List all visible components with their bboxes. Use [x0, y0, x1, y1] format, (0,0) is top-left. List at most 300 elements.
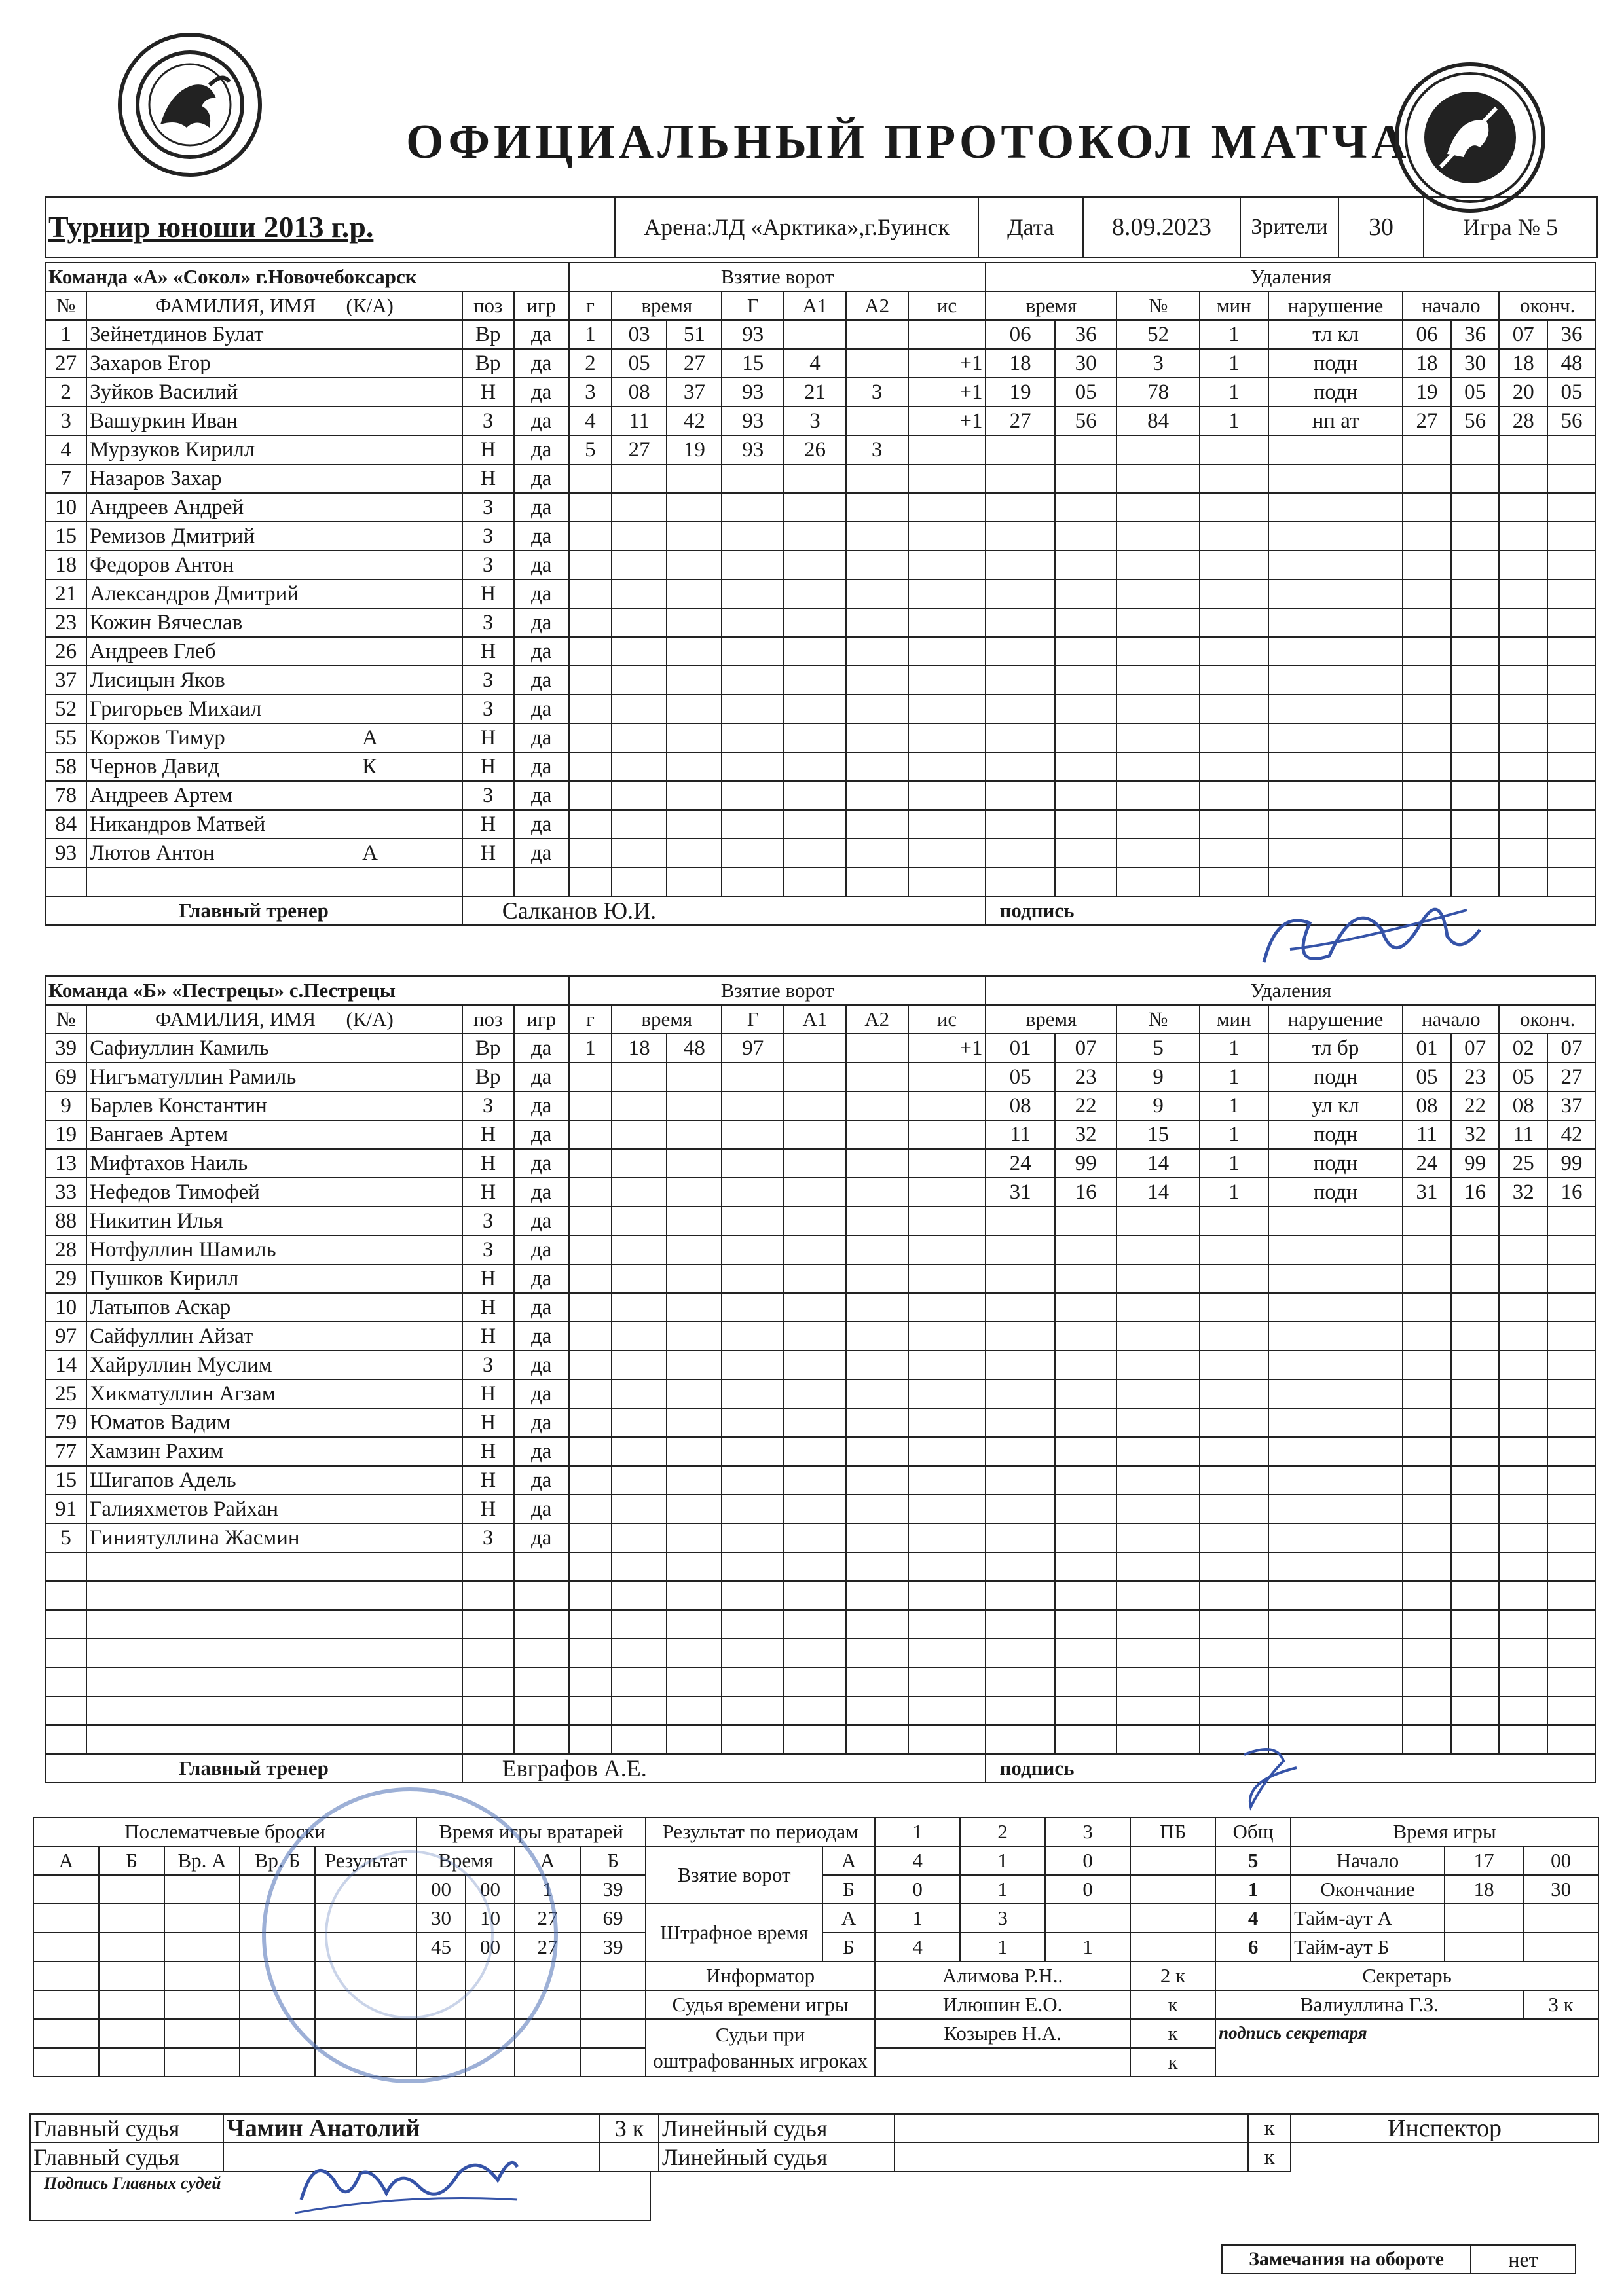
player-position: Н	[462, 723, 514, 752]
pim-b-p2: 1	[960, 1933, 1045, 1961]
player-number: 10	[45, 493, 86, 522]
goal-second	[667, 1523, 722, 1552]
shootout-col-result: Результат	[315, 1846, 416, 1875]
penalty-end-sec: 99	[1547, 1149, 1596, 1178]
player-role: А	[362, 726, 378, 750]
goal-situation	[908, 666, 986, 695]
penalty-infraction	[1268, 839, 1403, 867]
goal-assist-2	[846, 1639, 908, 1667]
penalty-end-sec: 42	[1547, 1120, 1596, 1149]
goal-assist-2	[846, 407, 908, 435]
penalty-infraction	[1268, 1437, 1403, 1466]
penalty-start-min	[1403, 1552, 1451, 1581]
goal-assist-2	[846, 1034, 908, 1063]
penalty-start-min	[1403, 435, 1451, 464]
penalty-start-min	[1403, 1437, 1451, 1466]
penalty-minute	[986, 666, 1054, 695]
gk-row-1-a: 1	[515, 1875, 580, 1904]
player-name: Ремизов Дмитрий	[90, 524, 255, 548]
referees-table	[29, 2113, 1599, 2172]
penalty-end-sec	[1547, 1552, 1596, 1581]
goal-situation	[908, 1120, 986, 1149]
player-position: Н	[462, 637, 514, 666]
penalty-end-min	[1499, 522, 1547, 551]
col-goal-no: г	[569, 291, 612, 320]
penalty-minute	[986, 1495, 1054, 1523]
player-played: да	[514, 522, 569, 551]
goal-second	[667, 1437, 722, 1466]
gk-col-a: А	[515, 1846, 580, 1875]
tournament-name: Турнир юноши 2013 г.р.	[45, 197, 615, 257]
goal-scorer: 93	[722, 378, 784, 407]
player-position: З	[462, 1523, 514, 1552]
goal-number	[569, 1379, 612, 1408]
goal-second	[667, 1581, 722, 1610]
pim-a-pb	[1130, 1904, 1215, 1933]
penalty-minutes	[1200, 464, 1268, 493]
goal-assist-2	[846, 752, 908, 781]
goal-assist-1	[784, 1379, 846, 1408]
col-pen-time: время	[986, 1005, 1116, 1034]
player-name: Галияхметов Райхан	[90, 1497, 279, 1521]
end-label: Окончание	[1291, 1875, 1445, 1904]
penalty-infraction	[1268, 1466, 1403, 1495]
table-row	[45, 1063, 1596, 1091]
penalty-minutes	[1200, 1667, 1268, 1696]
penalty-end-sec	[1547, 493, 1596, 522]
penalty-second: 32	[1055, 1120, 1117, 1149]
penalty-minutes: 1	[1200, 1120, 1268, 1149]
linesman2-category: к	[1248, 2143, 1291, 2172]
remarks-label: Замечания на обороте	[1222, 2245, 1471, 2274]
goal-situation	[908, 1581, 986, 1610]
penalty-end-min	[1499, 752, 1547, 781]
penalty-minutes	[1200, 695, 1268, 723]
penalty-second: 36	[1055, 320, 1117, 349]
goal-minute	[612, 1725, 667, 1754]
goal-minute: 11	[612, 407, 667, 435]
penalty-second	[1055, 493, 1117, 522]
goal-situation	[908, 493, 986, 522]
total-header: Общ	[1215, 1817, 1291, 1846]
goal-assist-2	[846, 1523, 908, 1552]
penalty-infraction	[1268, 1408, 1403, 1437]
gk-col-time: Время	[416, 1846, 515, 1875]
player-played: да	[514, 1091, 569, 1120]
player-name-cell	[86, 839, 462, 867]
penalty-player	[1116, 1639, 1199, 1667]
goal-number: 3	[569, 378, 612, 407]
player-position: Н	[462, 1264, 514, 1293]
penalty-second: 16	[1055, 1178, 1117, 1207]
penalty-infraction: подн	[1268, 349, 1403, 378]
goal-assist-2	[846, 1610, 908, 1639]
player-played: да	[514, 435, 569, 464]
player-name: Мифтахов Наиль	[90, 1152, 248, 1175]
penalty-start-min	[1403, 1408, 1451, 1437]
player-position: Н	[462, 1379, 514, 1408]
goal-assist-1	[784, 666, 846, 695]
player-name: Лютов Антон	[90, 841, 215, 865]
player-number: 5	[45, 1523, 86, 1552]
goal-number	[569, 608, 612, 637]
penalty-player: 5	[1116, 1034, 1199, 1063]
goal-minute	[612, 1264, 667, 1293]
goal-number: 1	[569, 320, 612, 349]
player-played: да	[514, 493, 569, 522]
goals-a-p2: 1	[960, 1846, 1045, 1875]
goal-second	[667, 1063, 722, 1091]
penalty-minute: 24	[986, 1149, 1054, 1178]
penalty-start-sec	[1451, 1523, 1500, 1552]
penalty-second	[1055, 551, 1117, 579]
penalty-start-sec	[1451, 1466, 1500, 1495]
player-position: Н	[462, 378, 514, 407]
penalty-minute: 08	[986, 1091, 1054, 1120]
goal-assist-1	[784, 1552, 846, 1581]
penalty-player	[1116, 781, 1199, 810]
penalty-start-min	[1403, 464, 1451, 493]
goal-assist-2	[846, 608, 908, 637]
col-pen-start: начало	[1403, 1005, 1499, 1034]
table-row	[45, 1523, 1596, 1552]
pim-b-total: 6	[1215, 1933, 1291, 1961]
penalty-player: 52	[1116, 320, 1199, 349]
goal-minute	[612, 1437, 667, 1466]
player-played: да	[514, 1466, 569, 1495]
penalty-player: 9	[1116, 1063, 1199, 1091]
penalty-second	[1055, 1207, 1117, 1235]
player-played: да	[514, 839, 569, 867]
penalty-second	[1055, 1667, 1117, 1696]
table-row	[45, 1667, 1596, 1696]
goal-assist-2	[846, 1063, 908, 1091]
penalty-start-min	[1403, 1207, 1451, 1235]
penalty-start-sec	[1451, 551, 1500, 579]
goals-b-p2: 1	[960, 1875, 1045, 1904]
goal-scorer: 93	[722, 407, 784, 435]
penalty-player	[1116, 867, 1199, 896]
goal-scorer	[722, 1639, 784, 1667]
goal-scorer	[722, 1178, 784, 1207]
player-name: Коржов Тимур	[90, 726, 225, 750]
penalty-player	[1116, 839, 1199, 867]
penalty-second	[1055, 1437, 1117, 1466]
penalty-infraction: ул кл	[1268, 1091, 1403, 1120]
table-row	[45, 1696, 1596, 1725]
goal-assist-1	[784, 1610, 846, 1639]
player-number: 58	[45, 752, 86, 781]
penalty-player: 84	[1116, 407, 1199, 435]
penalty-end-sec: 07	[1547, 1034, 1596, 1063]
player-number	[45, 1552, 86, 1581]
goal-situation	[908, 551, 986, 579]
penalty-second	[1055, 522, 1117, 551]
penalty-end-sec	[1547, 695, 1596, 723]
player-played: да	[514, 1437, 569, 1466]
player-position: Н	[462, 1437, 514, 1466]
goal-scorer	[722, 1523, 784, 1552]
player-position: З	[462, 522, 514, 551]
goal-number	[569, 1264, 612, 1293]
player-name-cell	[86, 1523, 462, 1552]
penalty-start-min	[1403, 551, 1451, 579]
player-position: Н	[462, 464, 514, 493]
goal-situation	[908, 839, 986, 867]
goal-assist-2	[846, 1091, 908, 1120]
end-minute: 30	[1523, 1875, 1598, 1904]
penalty-infraction	[1268, 1639, 1403, 1667]
penalty-second	[1055, 1466, 1117, 1495]
penalty-end-sec	[1547, 1667, 1596, 1696]
goal-minute	[612, 637, 667, 666]
player-name: Назаров Захар	[90, 467, 222, 490]
secretary-category: 3 к	[1523, 1990, 1598, 2019]
goal-assist-1	[784, 1120, 846, 1149]
penalty-minutes	[1200, 1552, 1268, 1581]
penalty-player	[1116, 637, 1199, 666]
goal-situation	[908, 1639, 986, 1667]
timekeeper-name: Илюшин Е.О.	[875, 1990, 1130, 2019]
player-played: да	[514, 464, 569, 493]
penalty-end-sec	[1547, 1322, 1596, 1351]
player-played: да	[514, 666, 569, 695]
player-name: Андреев Андрей	[90, 496, 244, 519]
penalty-second: 30	[1055, 349, 1117, 378]
goal-assist-1	[784, 839, 846, 867]
penalty-start-min: 31	[1403, 1178, 1451, 1207]
player-position	[462, 1581, 514, 1610]
penalty-player	[1116, 522, 1199, 551]
player-number	[45, 1725, 86, 1754]
penalty-start-min: 11	[1403, 1120, 1451, 1149]
goal-number	[569, 1437, 612, 1466]
goal-second	[667, 1322, 722, 1351]
penalty-minutes	[1200, 839, 1268, 867]
penalty-player	[1116, 608, 1199, 637]
player-played: да	[514, 1149, 569, 1178]
penalty-start-sec	[1451, 1207, 1500, 1235]
table-row	[45, 1466, 1596, 1495]
goal-assist-1	[784, 695, 846, 723]
goal-minute: 18	[612, 1034, 667, 1063]
goal-assist-2	[846, 1351, 908, 1379]
penalty-start-sec	[1451, 1293, 1500, 1322]
gk-row-3-mm: 45	[416, 1933, 466, 1961]
col-pen-end: оконч.	[1499, 1005, 1596, 1034]
player-number: 29	[45, 1264, 86, 1293]
player-name: Никандров Матвей	[90, 812, 266, 836]
player-played: да	[514, 579, 569, 608]
penalty-minutes	[1200, 1408, 1268, 1437]
goal-situation	[908, 1063, 986, 1091]
goal-situation	[908, 781, 986, 810]
player-number: 2	[45, 378, 86, 407]
timeout-b-label: Тайм-аут Б	[1291, 1933, 1445, 1961]
goal-scorer	[722, 1293, 784, 1322]
penalty-end-sec	[1547, 752, 1596, 781]
player-position: З	[462, 1235, 514, 1264]
pim-b-p3: 1	[1045, 1933, 1130, 1961]
penalty-minute	[986, 1696, 1054, 1725]
player-name-cell	[86, 407, 462, 435]
goal-scorer	[722, 666, 784, 695]
penalty-player: 78	[1116, 378, 1199, 407]
player-name: Федоров Антон	[90, 553, 234, 577]
penalty-minute	[986, 637, 1054, 666]
goal-number	[569, 1408, 612, 1437]
shootout-col-gkb: Вр. Б	[240, 1846, 315, 1875]
player-played: да	[514, 1495, 569, 1523]
goal-situation	[908, 1552, 986, 1581]
goal-assist-2	[846, 637, 908, 666]
penalty-minutes	[1200, 608, 1268, 637]
player-number: 7	[45, 464, 86, 493]
goal-situation	[908, 1207, 986, 1235]
penalty-minute	[986, 1523, 1054, 1552]
player-number: 88	[45, 1207, 86, 1235]
penalty-end-sec	[1547, 1725, 1596, 1754]
player-position: Вр	[462, 1063, 514, 1091]
penalty-end-min	[1499, 781, 1547, 810]
goal-assist-2	[846, 1207, 908, 1235]
player-position	[462, 1610, 514, 1639]
goal-situation	[908, 1149, 986, 1178]
timekeeper-label: Судья времени игры	[646, 1990, 875, 2019]
secretary-name: Валиуллина Г.З.	[1215, 1990, 1523, 2019]
goal-situation	[908, 1408, 986, 1437]
goal-situation	[908, 1293, 986, 1322]
goal-scorer: 93	[722, 435, 784, 464]
player-number	[45, 867, 86, 896]
penalty-end-min	[1499, 666, 1547, 695]
goal-scorer: 15	[722, 349, 784, 378]
goal-scorer	[722, 1696, 784, 1725]
head-referee-category: 3 к	[600, 2114, 659, 2143]
goal-number	[569, 1523, 612, 1552]
goal-scorer	[722, 867, 784, 896]
snow-leopard-emblem-icon	[131, 46, 249, 164]
goal-assist-2	[846, 1235, 908, 1264]
table-row	[45, 781, 1596, 810]
penalty-player	[1116, 1610, 1199, 1639]
penalty-judge-name: Козырев Н.А.	[875, 2019, 1130, 2048]
penalty-minute	[986, 1264, 1054, 1293]
start-hour: 17	[1445, 1846, 1523, 1875]
head-referee-label: Главный судья	[30, 2114, 223, 2143]
goal-second: 51	[667, 320, 722, 349]
penalty-minute	[986, 579, 1054, 608]
player-name: Сайфуллин Айзат	[90, 1324, 253, 1348]
penalty-end-min	[1499, 1581, 1547, 1610]
goal-number	[569, 1552, 612, 1581]
col-pen-no: №	[1116, 291, 1199, 320]
goal-second	[667, 1495, 722, 1523]
penalty-minutes: 1	[1200, 349, 1268, 378]
penalty-minute: 01	[986, 1034, 1054, 1063]
player-played: да	[514, 1178, 569, 1207]
goal-second: 37	[667, 378, 722, 407]
shootout-col-gka: Вр. А	[164, 1846, 240, 1875]
goals-b-pb	[1130, 1875, 1215, 1904]
col-scorer: Г	[722, 1005, 784, 1034]
goals-a-total: 5	[1215, 1846, 1291, 1875]
table-row	[45, 1379, 1596, 1408]
goal-minute	[612, 1523, 667, 1552]
table-row	[45, 752, 1596, 781]
penalty-minute	[986, 695, 1054, 723]
player-number: 69	[45, 1063, 86, 1091]
table-row	[45, 1725, 1596, 1754]
player-position: З	[462, 551, 514, 579]
penalty-second	[1055, 1293, 1117, 1322]
penalty-player	[1116, 1696, 1199, 1725]
penalty-player	[1116, 1379, 1199, 1408]
goal-situation	[908, 1351, 986, 1379]
penalty-end-min: 07	[1499, 320, 1547, 349]
penalty-start-min: 06	[1403, 320, 1451, 349]
penalty-end-min	[1499, 1207, 1547, 1235]
game-time-title: Время игры	[1291, 1817, 1598, 1846]
col-a2: А2	[846, 1005, 908, 1034]
penalty-end-min	[1499, 1523, 1547, 1552]
table-row	[45, 839, 1596, 867]
penalty-end-sec: 48	[1547, 349, 1596, 378]
goal-scorer	[722, 1581, 784, 1610]
penalty-start-min	[1403, 1639, 1451, 1667]
pim-a-p1: 1	[875, 1904, 960, 1933]
penalty-player	[1116, 579, 1199, 608]
penalty-end-sec	[1547, 1293, 1596, 1322]
spectators-count: 30	[1338, 197, 1424, 257]
penalty-end-min	[1499, 435, 1547, 464]
goal-assist-2	[846, 839, 908, 867]
penalty-minutes	[1200, 1322, 1268, 1351]
penalty-start-sec	[1451, 810, 1500, 839]
col-pen-min: мин	[1200, 1005, 1268, 1034]
goal-second	[667, 1120, 722, 1149]
penalty-minute	[986, 1379, 1054, 1408]
penalty-end-sec: 05	[1547, 378, 1596, 407]
goal-situation: +1	[908, 407, 986, 435]
penalty-minutes	[1200, 1351, 1268, 1379]
col-no: №	[45, 1005, 86, 1034]
goal-scorer	[722, 723, 784, 752]
penalty-minutes	[1200, 752, 1268, 781]
teamA-header: Команда «А» «Сокол» г.Новочебоксарск	[45, 263, 569, 291]
player-position: Н	[462, 1149, 514, 1178]
player-name-cell	[86, 579, 462, 608]
goal-assist-1	[784, 1408, 846, 1437]
penalty-minute: 27	[986, 407, 1054, 435]
col-pen-min: мин	[1200, 291, 1268, 320]
penalty-end-min	[1499, 839, 1547, 867]
player-name-cell	[86, 1207, 462, 1235]
goal-situation	[908, 1264, 986, 1293]
penalty-start-sec	[1451, 695, 1500, 723]
player-position: Н	[462, 1293, 514, 1322]
goal-number	[569, 579, 612, 608]
penalty-end-min: 02	[1499, 1034, 1547, 1063]
player-position	[462, 1725, 514, 1754]
player-played	[514, 1610, 569, 1639]
penalty-start-min	[1403, 1581, 1451, 1610]
goal-assist-2	[846, 1725, 908, 1754]
penalty-player	[1116, 551, 1199, 579]
penalty-second	[1055, 1408, 1117, 1437]
player-played: да	[514, 1264, 569, 1293]
penalty-minute: 18	[986, 349, 1054, 378]
